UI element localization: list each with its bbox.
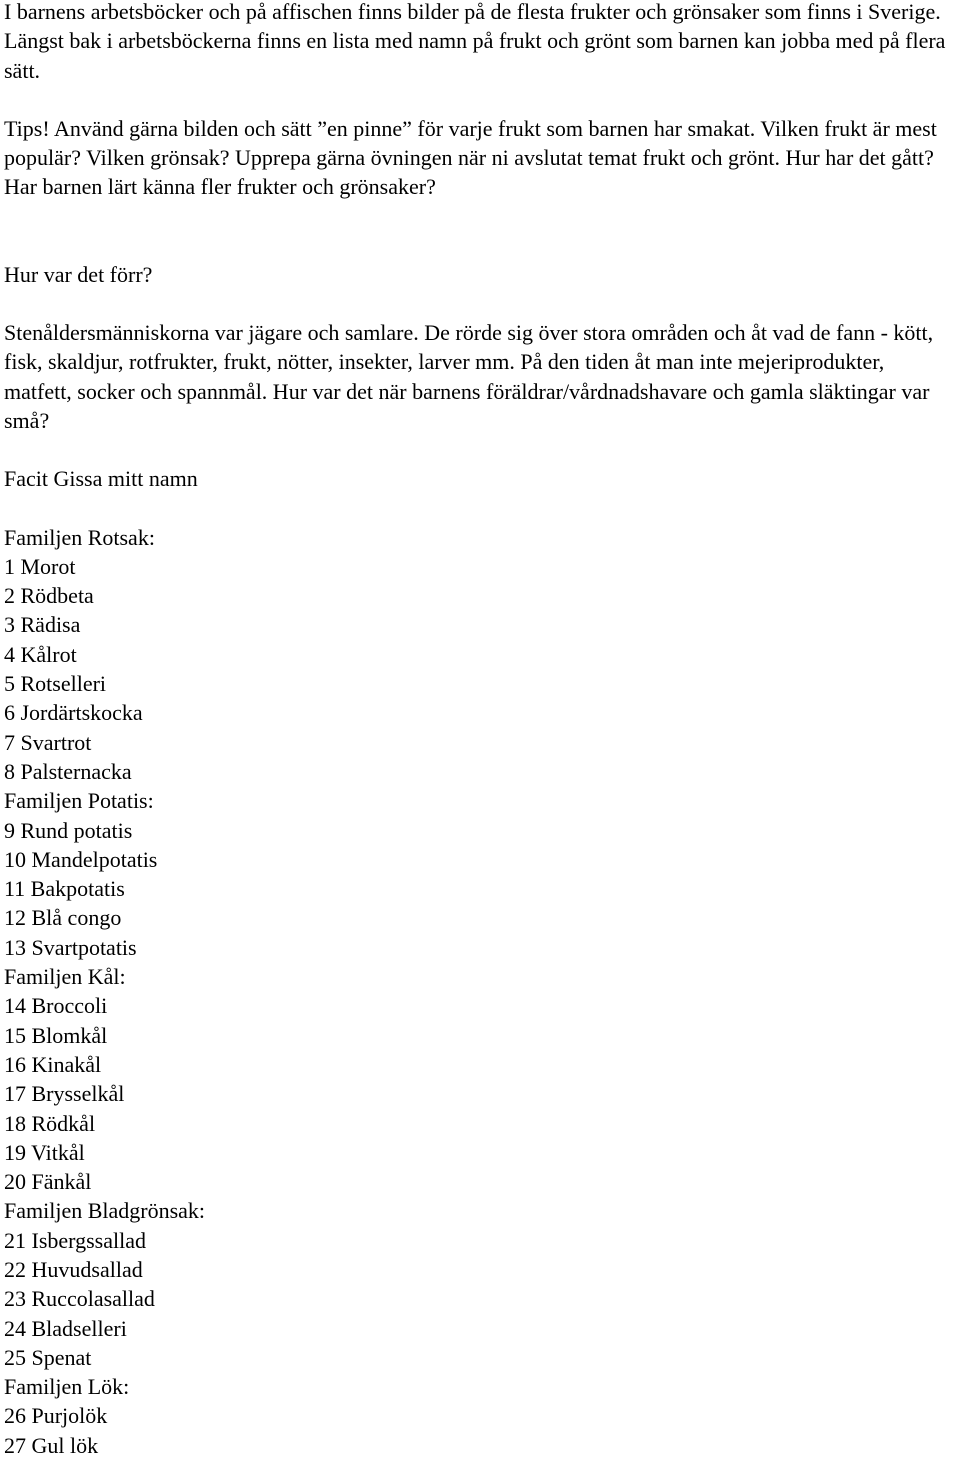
family-heading-rotsak: Familjen Rotsak: bbox=[4, 524, 155, 550]
list-item: 15 Blomkål bbox=[4, 1022, 108, 1048]
list-item: 25 Spenat bbox=[4, 1344, 92, 1370]
list-item: 26 Purjolök bbox=[4, 1403, 108, 1429]
list-item: 7 Svartrot bbox=[4, 729, 92, 755]
family-heading-kal: Familjen Kål: bbox=[4, 964, 126, 990]
list-item: 10 Mandelpotatis bbox=[4, 846, 158, 872]
history-heading: Hur var det förr? bbox=[4, 261, 153, 287]
list-item: 24 Bladselleri bbox=[4, 1315, 127, 1341]
list-item: 20 Fänkål bbox=[4, 1169, 92, 1195]
answers-list bbox=[4, 523, 954, 1460]
list-item: 17 Brysselkål bbox=[4, 1081, 125, 1107]
list-item: 6 Jordärtskocka bbox=[4, 700, 143, 726]
list-item: 3 Rädisa bbox=[4, 612, 81, 638]
list-item: 1 Morot bbox=[4, 553, 76, 579]
list-item: 23 Ruccolasallad bbox=[4, 1286, 155, 1312]
list-item: 12 Blå congo bbox=[4, 905, 122, 931]
family-heading-potatis: Familjen Potatis: bbox=[4, 788, 154, 814]
answers-heading: Facit Gissa mitt namn bbox=[4, 466, 198, 492]
list-item: 27 Gul lök bbox=[4, 1432, 99, 1458]
list-item: 8 Palsternacka bbox=[4, 758, 132, 784]
list-item: 2 Rödbeta bbox=[4, 583, 94, 609]
list-item: 9 Rund potatis bbox=[4, 817, 133, 843]
list-item: 5 Rotselleri bbox=[4, 671, 107, 697]
list-item: 13 Svartpotatis bbox=[4, 934, 137, 960]
family-list-potatis bbox=[4, 816, 954, 962]
list-item: 4 Kålrot bbox=[4, 641, 77, 667]
list-item: 21 Isbergssallad bbox=[4, 1227, 146, 1253]
family-list-rotsak bbox=[4, 552, 954, 786]
list-item: 14 Broccoli bbox=[4, 993, 108, 1019]
list-item: 18 Rödkål bbox=[4, 1110, 96, 1136]
document-page bbox=[4, 0, 954, 1460]
intro-paragraph: I barnens arbetsböcker och på affischen finns bilder på de flesta frukter och grönsaker som finns i Sverige. Längst bak i arbetsböckerna finns en lista med namn på frukt och grönt som barnen kan jobba med på flera sätt. bbox=[4, 0, 946, 83]
history-paragraph: Stenåldersmänniskorna var jägare och samlare. De rörde sig över stora områden och åt vad de fann - kött, fisk, skaldjur, rotfrukter, frukt, nötter, insekter, larver mm. På den tiden åt man inte mejeriprodukter, matfett, socker och spannmål. Hur var det när barnens föräldrar/vårdnadshavare och gamla släktingar var små? bbox=[4, 320, 934, 433]
list-item: 22 Huvudsallad bbox=[4, 1256, 143, 1282]
family-list-lok bbox=[4, 1401, 954, 1460]
family-heading-bladgronsak: Familjen Bladgrönsak: bbox=[4, 1198, 206, 1224]
list-item: 16 Kinakål bbox=[4, 1051, 102, 1077]
family-list-kal bbox=[4, 991, 954, 1196]
family-heading-lok: Familjen Lök: bbox=[4, 1374, 130, 1400]
list-item: 11 Bakpotatis bbox=[4, 876, 125, 902]
tips-paragraph: Tips! Använd gärna bilden och sätt ”en pinne” för varje frukt som barnen har smakat. Vilken frukt är mest populär? Vilken grönsak? Upprepa gärna övningen när ni avslutat temat frukt och grönt. Hur har det gått? Har barnen lärt känna fler frukter och grönsaker? bbox=[4, 115, 937, 200]
list-item: 19 Vitkål bbox=[4, 1139, 85, 1165]
family-list-bladgronsak bbox=[4, 1226, 954, 1372]
